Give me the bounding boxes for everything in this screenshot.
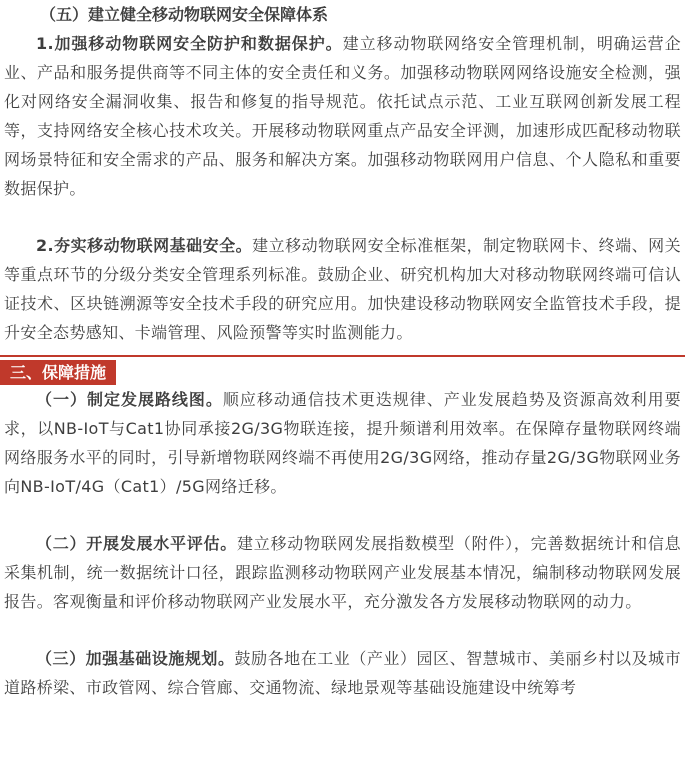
paragraph-text: 建立移动物联网安全标准框架，制定物联网卡、终端、网关等重点环节的分级分类安全管理系列标准。鼓励企业、研究机构加大对移动物联网终端可信认证技术、区块链溯源等安全技术手段的研究应用。加快建设移动物联网安全监管技术手段，提升安全态势感知、卡端管理、风险预警等实时监测能力。 <box>4 236 681 342</box>
section-banner <box>0 355 685 385</box>
spacer <box>0 203 685 231</box>
paragraph-text: 建立移动物联网发展指数模型（附件），完善数据统计和信息采集机制，统一数据统计口径，跟踪监测移动物联网产业发展基本情况，编制移动物联网发展报告。客观衡量和评价移动物联网产业发展水平，充分激发各方发展移动物联网的动力。 <box>4 534 681 611</box>
paragraph-title: 2.夯实移动物联网基础安全。 <box>36 236 253 255</box>
paragraph-roadmap <box>0 385 685 501</box>
paragraph-text: 建立移动物联网络安全管理机制，明确运营企业、产品和服务提供商等不同主体的安全责任和义务。加强移动物联网网络设施安全检测，强化对网络安全漏洞收集、报告和修复的指导规范。依托试点示范、工业互联网创新发展工程等，支持网络安全核心技术攻关。开展移动物联网重点产品安全评测，加速形成匹配移动物联网场景特征和安全需求的产品、服务和解决方案。加强移动物联网用户信息、个人隐私和重要数据保护。 <box>4 34 681 198</box>
spacer <box>0 616 685 644</box>
spacer <box>0 501 685 529</box>
paragraph-text: 鼓励各地在工业（产业）园区、智慧城市、美丽乡村以及城市道路桥梁、市政管网、综合管廊、交通物流、绿地景观等基础设施建设中统筹考 <box>4 649 682 697</box>
paragraph-title: （三）加强基础设施规划。 <box>36 649 235 668</box>
section-heading-5: （五）建立健全移动物联网安全保障体系 <box>40 5 329 24</box>
section-label: 三、保障措施 <box>0 360 116 385</box>
section-divider <box>0 355 685 357</box>
paragraph-title: （一）制定发展路线图。 <box>36 390 223 409</box>
paragraph-infrastructure <box>0 644 685 702</box>
paragraph-security-protection <box>0 29 685 203</box>
paragraph-title: 1.加强移动物联网安全防护和数据保护。 <box>36 34 343 53</box>
paragraph-assessment <box>0 529 685 616</box>
paragraph-basic-security <box>0 231 685 347</box>
paragraph-title: （二）开展发展水平评估。 <box>36 534 238 553</box>
paragraph-text: 顺应移动通信技术更迭规律、产业发展趋势及资源高效利用要求，以NB-IoT与Cat1协同承接2G/3G物联连接，提升频谱利用效率。在保障存量物联网终端网络服务水平的同时，引导新增物联网终端不再使用2G/3G网络，推动存量2G/3G物联网业务向NB-IoT/4G（Cat1）/5G网络迁移。 <box>4 390 682 496</box>
